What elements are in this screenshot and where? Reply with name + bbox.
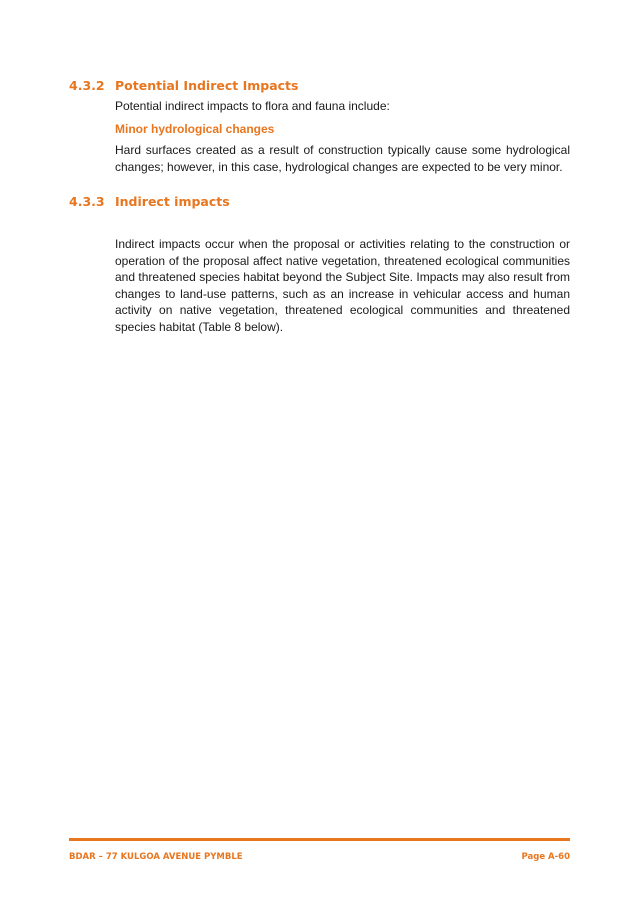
section-heading-4-3-2 (69, 78, 298, 93)
paragraph-hydrological: Hard surfaces created as a result of construction typically cause some hydrological changes; however, in this case, hydrological changes are expected to be very minor. (115, 143, 570, 174)
section-number: 4.3.3 (69, 194, 105, 209)
footer-page-number: Page A-60 (521, 852, 570, 862)
subheading-hydrological: Minor hydrological changes (115, 122, 275, 136)
section-intro: Potential indirect impacts to flora and fauna include: (115, 99, 390, 113)
section-title: Potential Indirect Impacts (115, 78, 299, 93)
section-number: 4.3.2 (69, 78, 105, 93)
footer-document-title: BDAR – 77 KULGOA AVENUE PYMBLE (69, 852, 243, 862)
paragraph-indirect-impacts: Indirect impacts occur when the proposal or activities relating to the construction or operation of the proposal affect native vegetation, threatened ecological communities and threatened species habitat beyond the Subject Site. Impacts may also result from changes to land-use patterns, such as an increase in vehicular access and human activity on native vegetation, threatened ecological communities and threatened species habitat (Table 8 below). (115, 237, 570, 334)
section-heading-4-3-3 (69, 194, 230, 209)
section-title: Indirect impacts (115, 194, 230, 209)
footer-divider (69, 838, 570, 841)
